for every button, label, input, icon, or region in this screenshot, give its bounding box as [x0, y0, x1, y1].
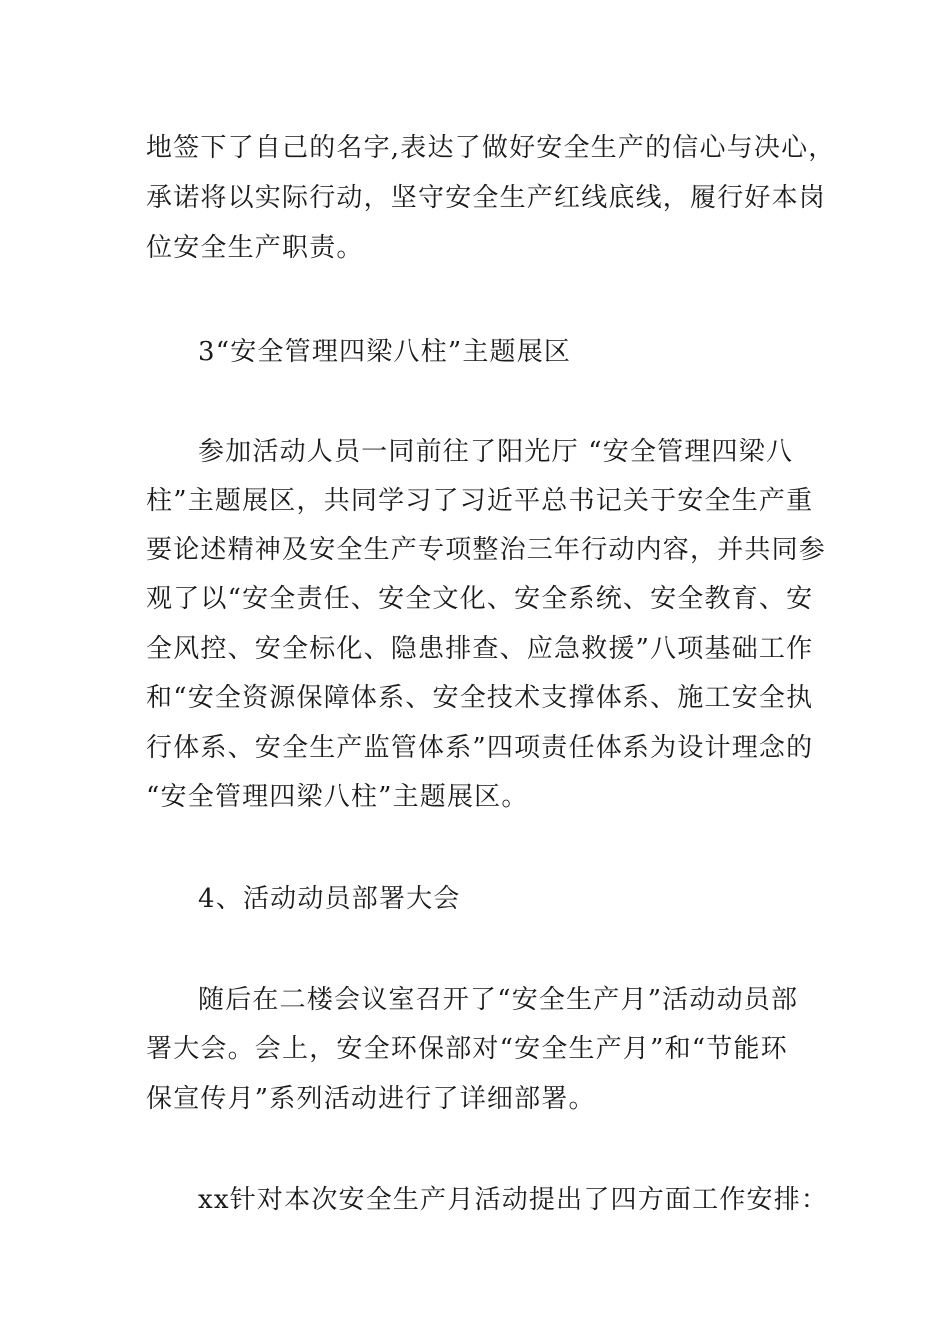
paragraph-1-line-1: 地签下了自己的名字,表达了做好安全生产的信心与决心， [146, 133, 836, 163]
paragraph-1-line-2: 承诺将以实际行动，坚守安全生产红线底线，履行好本岗 [146, 183, 827, 213]
section-heading-3: 3“安全管理四梁八柱”主题展区 [198, 337, 572, 367]
paragraph-3-line-3: 保宣传月”系列活动进行了详细部署。 [146, 1084, 596, 1114]
paragraph-2-line-4: 观了以“安全责任、安全文化、安全系统、安全教育、安 [146, 584, 814, 614]
paragraph-2-line-1: 参加活动人员一同前往了阳光厅 “安全管理四梁八 [198, 437, 794, 467]
paragraph-3-line-1: 随后在二楼会议室召开了“安全生产月”活动动员部 [198, 985, 799, 1015]
paragraph-2-line-3: 要论述精神及安全生产专项整治三年行动内容，并共同参 [146, 535, 827, 565]
paragraph-1-line-3: 位安全生产职责。 [146, 233, 364, 263]
paragraph-3-line-2: 署大会。会上，安全环保部对“安全生产月”和“节能环 [146, 1034, 788, 1064]
paragraph-2-line-8: “安全管理四梁八柱”主题展区。 [146, 782, 529, 812]
paragraph-2-line-7: 行体系、安全生产监管体系”四项责任体系为设计理念的 [146, 733, 814, 763]
paragraph-2-line-6: 和“安全资源保障体系、安全技术支撑体系、施工安全执 [146, 683, 814, 713]
paragraph-4-line-1: xx针对本次安全生产月活动提出了四方面工作安排： [198, 1185, 829, 1215]
paragraph-2-line-5: 全风控、安全标化、隐患排查、应急救援”八项基础工作 [146, 634, 814, 664]
paragraph-2-line-2: 柱”主题展区，共同学习了习近平总书记关于安全生产重 [146, 486, 814, 516]
section-heading-4: 4、活动动员部署大会 [198, 884, 461, 914]
